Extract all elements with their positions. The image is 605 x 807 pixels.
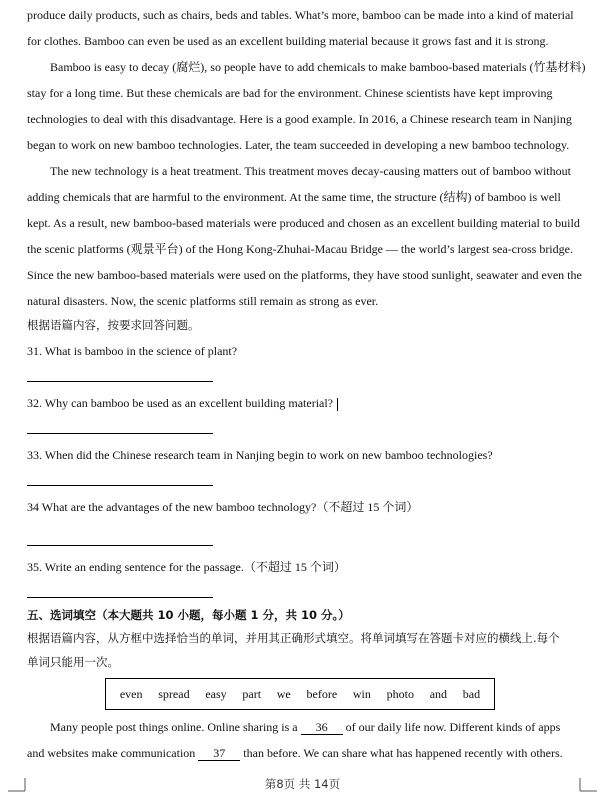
page-number: 第8页 共 14页 [264,777,341,791]
word-option: win [352,686,371,701]
passage-line: stay for a long time. But these chemicals are bad for the environment. Chinese scientists have kept improving [27,86,553,100]
passage-line: kept. As a result, new bamboo-based materials were produced and chosen as an excellent building material to build [27,216,580,230]
question-32: 32. Why can bamboo be used as an excellent building material? [27,396,338,411]
question-33: 33. When did the Chinese research team in Nanjing begin to work on new bamboo technologies? [27,448,493,462]
passage-line: began to work on new bamboo technologies. Later, the team succeeded in developing a new bamboo technology. [27,138,570,152]
text-cursor [337,398,338,411]
word-option: we [276,686,291,701]
answer-line-33[interactable] [27,485,213,486]
passage-line: the scenic platforms (观景平台) of the Hong Kong-Zhuhai-Macau Bridge — the world’s largest sea-cross bridge. [27,242,573,256]
passage-line: natural disasters. Now, the scenic platforms still remain as strong as ever. [27,294,379,308]
word-box [105,678,495,710]
word-option: part [242,686,262,701]
passage-line: technologies to deal with this disadvantage. Here is a good example. In 2016, a Chinese research team in Nanjing [27,112,572,126]
answer-line-35[interactable] [27,597,213,598]
word-option: easy [205,686,227,701]
passage-line: Many people post things online. Online sharing is a 36 of our daily life now. Different kinds of apps [50,720,561,734]
word-option: photo [386,686,414,701]
word-option: before [306,686,338,701]
question-instruction: 根据语篇内容，按要求回答问题。 [27,318,200,332]
word-option: even [119,686,143,701]
answer-line-34[interactable] [27,545,213,546]
section-instruction: 根据语篇内容，从方框中选择恰当的单词，并用其正确形式填空。将单词填写在答题卡对应的横线上.每个 [27,631,560,645]
blank-37[interactable]: 37 [198,746,240,761]
word-option: bad [462,686,481,701]
question-34: 34 What are the advantages of the new bamboo technology?（不超过 15 个词） [27,500,419,514]
passage-line: Since the new bamboo-based materials were used on the platforms, they have stood sunlight, seawater and even the [27,268,582,282]
passage-line: Bamboo is easy to decay (腐烂), so people have to add chemicals to make bamboo-based materials (竹基材料) [50,60,586,74]
word-option: and [429,686,448,701]
blank-36[interactable]: 36 [301,720,343,735]
passage-line: and websites make communication 37 than before. We can share what has happened recently with others. [27,746,563,760]
passage-line: produce daily products, such as chairs, beds and tables. What’s more, bamboo can be made into a kind of material [27,8,574,22]
answer-line-32[interactable] [27,433,213,434]
section-title: 五、选词填空（本大题共 10 小题，每小题 1 分，共 10 分。） [27,608,350,622]
question-35: 35. Write an ending sentence for the passage.（不超过 15 个词） [27,560,346,574]
section-instruction: 单词只能用一次。 [27,655,119,669]
passage-line: for clothes. Bamboo can even be used as an excellent building material because it grows fast and it is strong. [27,34,549,48]
answer-line-31[interactable] [27,381,213,382]
question-31: 31. What is bamboo in the science of plant? [27,344,238,358]
word-option: spread [158,686,190,701]
passage-line: The new technology is a heat treatment. This treatment moves decay-causing matters out of bamboo without [50,164,571,178]
passage-line: adding chemicals that are harmful to the environment. At the same time, the structure (结构) of bamboo is well [27,190,561,204]
